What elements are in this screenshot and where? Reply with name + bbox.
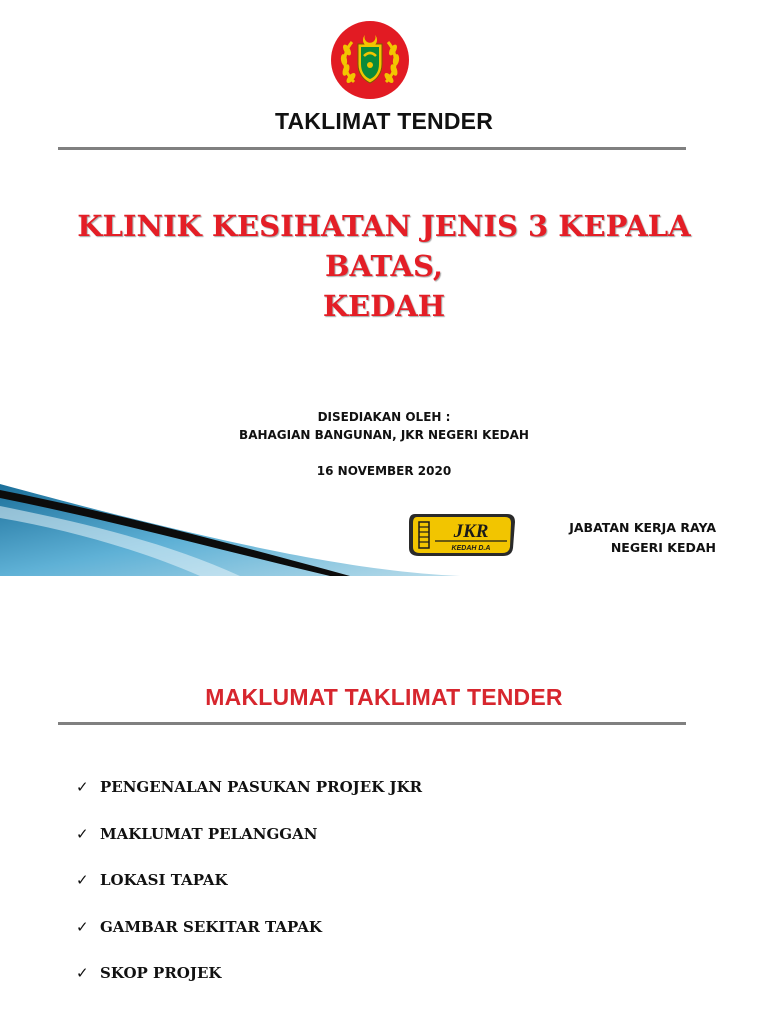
project-title-line-1: KLINIK KESIHATAN JENIS 3 KEPALA BATAS,	[77, 209, 691, 283]
list-item	[76, 950, 422, 997]
list-item-label: LOKASI TAPAK	[100, 871, 228, 890]
prepared-by-value: BAHAGIAN BANGUNAN, JKR NEGERI KEDAH	[239, 428, 529, 442]
slide-heading: TAKLIMAT TENDER	[274, 108, 494, 134]
agenda-heading: MAKLUMAT TAKLIMAT TENDER	[205, 684, 563, 710]
list-item-label: PENGENALAN PASUKAN PROJEK JKR	[100, 778, 423, 797]
list-item	[76, 904, 422, 951]
prepared-by-label: DISEDIAKAN OLEH :	[317, 410, 451, 424]
department-name	[569, 518, 716, 558]
list-item-label: MAKLUMAT PELANGGAN	[100, 824, 318, 843]
presentation-date: 16 NOVEMBER 2020	[316, 464, 452, 478]
agenda-list	[76, 764, 422, 997]
project-title	[30, 206, 738, 326]
kedah-state-emblem-icon	[330, 20, 410, 100]
list-item-label: GAMBAR SEKITAR TAPAK	[100, 917, 322, 936]
department-line-2: NEGERI KEDAH	[610, 540, 716, 555]
checkmark-icon: ✓	[76, 917, 89, 936]
list-item	[76, 857, 422, 904]
agenda-divider	[58, 722, 686, 725]
project-title-line-2: KEDAH	[322, 289, 446, 323]
list-item	[76, 811, 422, 858]
prepared-by-block	[0, 408, 768, 444]
jkr-logo	[405, 510, 517, 560]
department-line-1: JABATAN KERJA RAYA	[569, 520, 716, 535]
list-item-label: SKOP PROJEK	[100, 964, 222, 983]
list-item	[76, 764, 422, 811]
jkr-logo-text: JKR	[453, 521, 489, 542]
checkmark-icon: ✓	[76, 824, 89, 843]
checkmark-icon: ✓	[76, 964, 89, 983]
decorative-swoosh	[0, 484, 460, 576]
checkmark-icon: ✓	[76, 871, 89, 890]
heading-divider	[58, 147, 686, 150]
checkmark-icon: ✓	[76, 778, 89, 797]
jkr-logo-subtext: KEDAH D.A	[451, 545, 491, 552]
